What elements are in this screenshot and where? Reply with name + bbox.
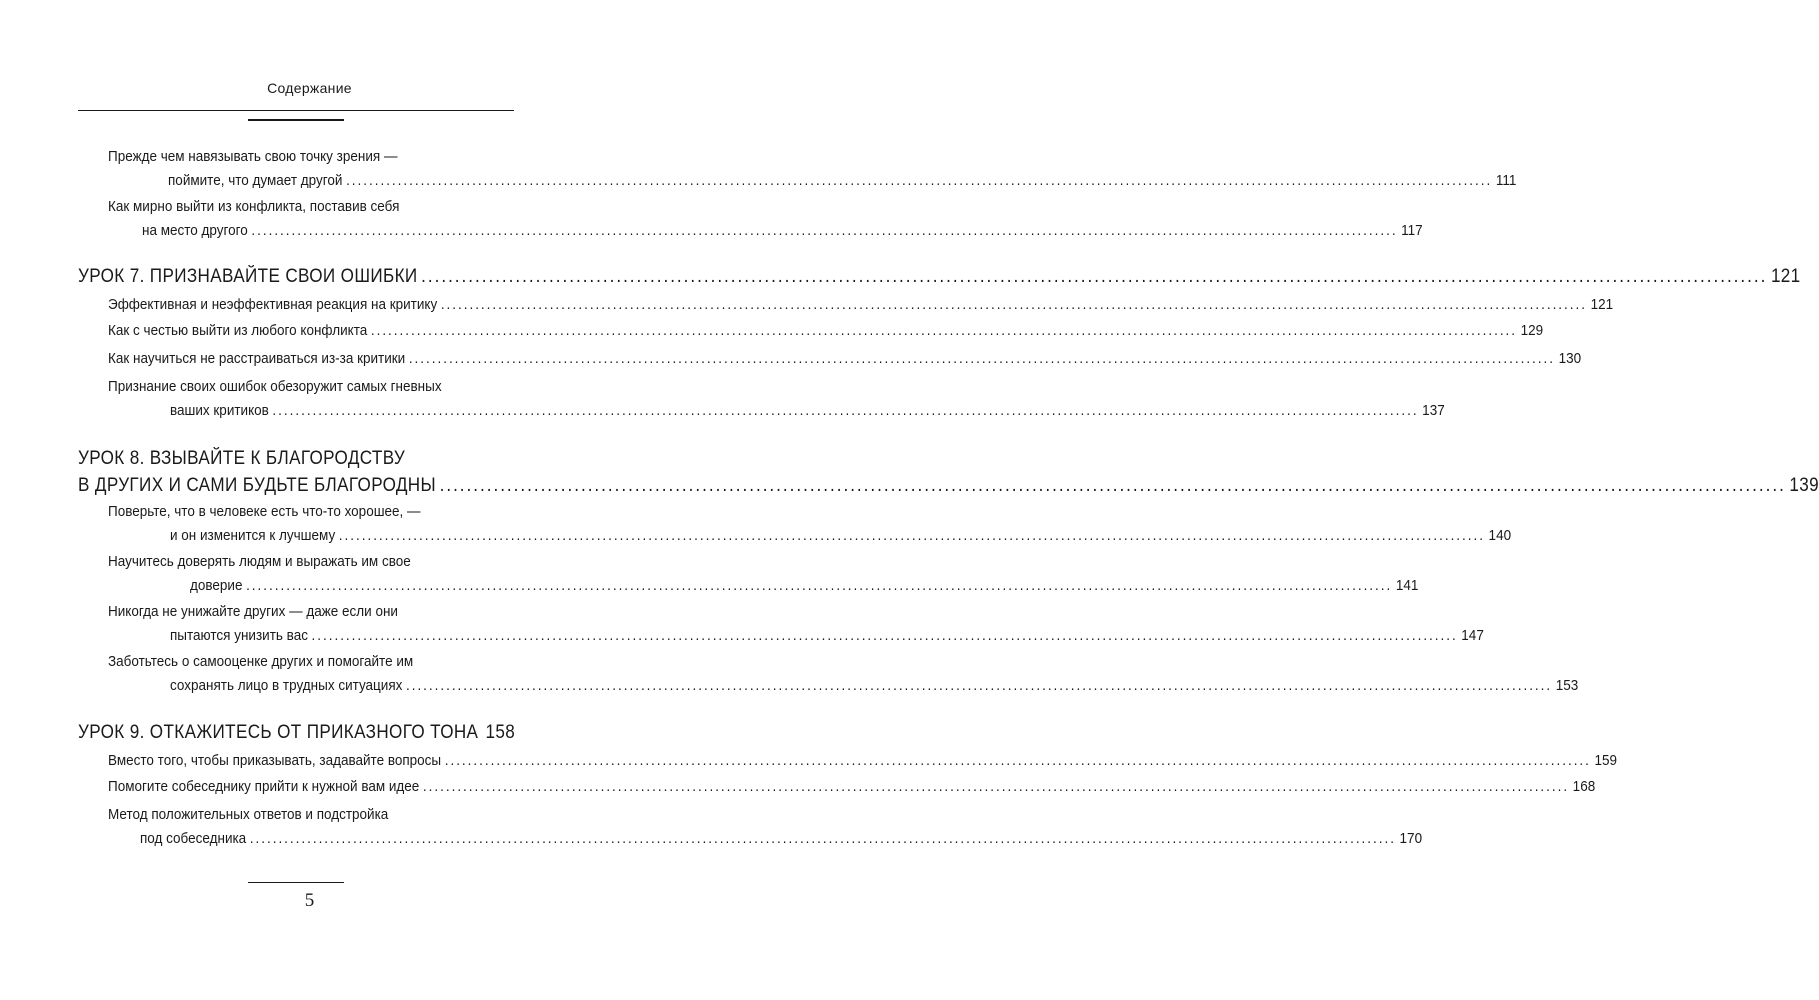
dot-leader: ........................................................................................................................................................................................................ [346, 172, 1493, 189]
toc-entry-page: 158 [485, 722, 516, 743]
toc-entry-title: Научитесь доверять людям и выражать им свое [108, 553, 411, 570]
toc-entry-title: Как научиться не расстраиваться из-за критики [108, 350, 406, 367]
toc-entry-page: 168 [1572, 778, 1596, 795]
toc-entry-title: на место другого [142, 222, 248, 239]
toc-entry-title: Поверьте, что в человеке есть что-то хорошее, — [108, 503, 421, 520]
dot-leader: ........................................................................................................................................................................................................ [439, 475, 1786, 496]
toc-entry-title: Метод положительных ответов и подстройка [108, 806, 389, 823]
toc-entry-title: и он изменится к лучшему [170, 527, 336, 544]
toc-entry-title: УРОК 7. ПРИЗНАВАЙТЕ СВОИ ОШИБКИ [78, 266, 418, 287]
toc-entry [170, 402, 1445, 420]
dot-leader: ........................................................................................................................................................................................................ [405, 677, 1553, 694]
dot-leader: ........................................................................................................................................................................................................ [249, 830, 1396, 847]
dot-leader: ........................................................................................................................................................................................................ [246, 577, 1393, 594]
toc-entry [140, 830, 1423, 848]
lesson-title-line: УРОК 8. ВЗЫВАЙТЕ К БЛАГОРОДСТВУ [78, 448, 406, 469]
toc-entry-page: 141 [1395, 577, 1419, 594]
toc-entry-title: ваших критиков [170, 402, 269, 419]
toc-entry-title: Заботьтесь о самооценке других и помогайте им [108, 653, 414, 670]
dot-leader: ........................................................................................................................................................................................................ [338, 527, 1485, 544]
toc-entry-title: Эффективная и неэффективная реакция на критику [108, 296, 438, 313]
toc-entry-title: Прежде чем навязывать свою точку зрения — [108, 148, 398, 165]
toc-entry [170, 627, 1484, 645]
toc-entry [78, 475, 1819, 497]
toc-entry [108, 752, 1618, 770]
toc-entry-title: Признание своих ошибок обезоружит самых гневных [108, 378, 442, 395]
toc-entry-page: 129 [1520, 322, 1544, 339]
toc-entry-page: 170 [1399, 830, 1423, 847]
toc-entry-page: 159 [1594, 752, 1618, 769]
toc-entry-title: сохранять лицо в трудных ситуациях [170, 677, 403, 694]
toc-entry-page: 140 [1488, 527, 1512, 544]
toc-entry [78, 266, 1801, 288]
toc-entry [142, 222, 1423, 240]
dot-leader: ........................................................................................................................................................................................................ [311, 627, 1458, 644]
toc-entry-title: Помогите собеседнику прийти к нужной вам идее [108, 778, 420, 795]
toc-entry-title: Как мирно выйти из конфликта, поставив себя [108, 198, 400, 215]
toc-entry-page: 139 [1789, 475, 1819, 496]
dot-leader: ........................................................................................................................................................................................................ [421, 266, 1768, 287]
toc-entry-page: 147 [1461, 627, 1484, 644]
dot-leader: ........................................................................................................................................................................................................ [408, 350, 1555, 367]
toc-entry-page: 111 [1495, 172, 1517, 189]
toc-entry-title: под собеседника [140, 830, 247, 847]
toc-entry-page: 153 [1555, 677, 1579, 694]
toc-entry-title: поймите, что думает другой [168, 172, 343, 189]
toc-entry [190, 577, 1419, 595]
toc-entry [108, 778, 1596, 796]
toc-entry [170, 677, 1579, 695]
dot-leader: ........................................................................................................................................................................................................ [444, 752, 1591, 769]
toc-entry-page: 121 [1770, 266, 1801, 287]
dot-leader: ........................................................................................................................................................................................................ [422, 778, 1570, 795]
running-header: Содержание [267, 80, 352, 96]
toc-entry-title: Как с честью выйти из любого конфликта [108, 322, 368, 339]
toc-entry [108, 350, 1582, 368]
footer-rule [248, 882, 344, 883]
toc-entry [108, 322, 1544, 340]
toc-entry-title: пытаются унизить вас [170, 627, 308, 644]
toc-entry-title: УРОК 9. ОТКАЖИТЕСЬ ОТ ПРИКАЗНОГО ТОНА [78, 722, 479, 743]
page-number: 5 [304, 890, 315, 911]
toc-entry [168, 172, 1517, 190]
dot-leader: ........................................................................................................................................................................................................ [370, 322, 1518, 339]
toc-entry [78, 722, 514, 744]
toc-entry-title: Вместо того, чтобы приказывать, задавайте вопросы [108, 752, 442, 769]
toc-entry-page: 137 [1422, 402, 1445, 419]
dot-leader: ........................................................................................................................................................................................................ [440, 296, 1587, 313]
toc-entry-title: В ДРУГИХ И САМИ БУДЬТЕ БЛАГОРОДНЫ [78, 475, 437, 496]
toc-entry [108, 296, 1614, 314]
toc-entry-title: доверие [190, 577, 243, 594]
toc-entry-page: 130 [1558, 350, 1582, 367]
toc-entry-title: Никогда не унижайте других — даже если они [108, 603, 398, 620]
toc-entry [170, 527, 1512, 545]
dot-leader: ........................................................................................................................................................................................................ [272, 402, 1419, 419]
toc-entry-page: 121 [1590, 296, 1614, 313]
dot-leader: ........................................................................................................................................................................................................ [251, 222, 1398, 239]
toc-entry-page: 117 [1401, 222, 1423, 239]
